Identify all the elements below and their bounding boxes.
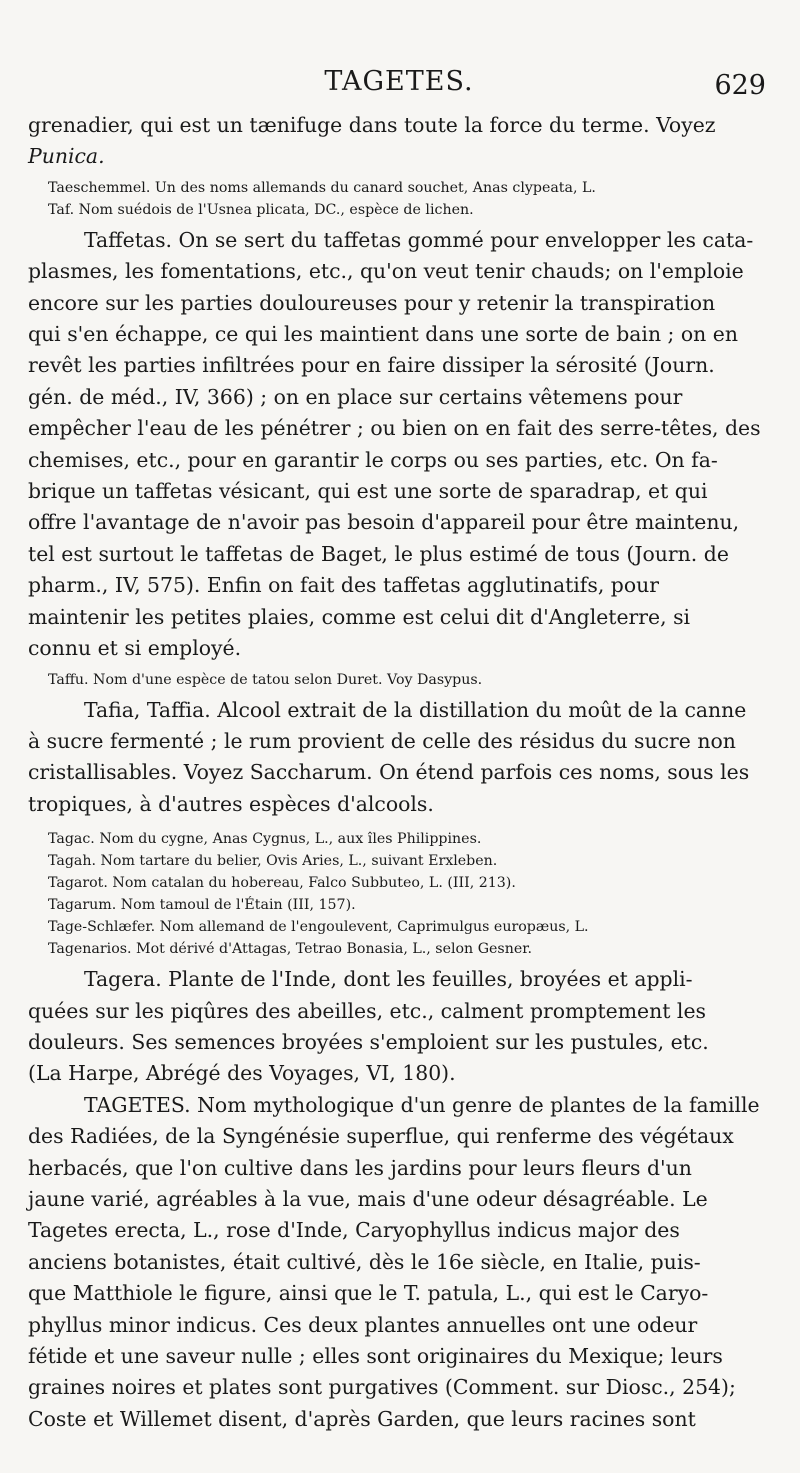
- entries-small-taeschemmel-taf: [28, 177, 770, 221]
- text-line: fétide et une saveur nulle ; elles sont originaires du Mexique; leurs: [28, 1344, 723, 1368]
- entries-small-tagac-tagenarios: [28, 828, 770, 960]
- running-head: [28, 66, 770, 110]
- text-line: grenadier, qui est un tænifuge dans toute la force du terme. Voyez: [28, 113, 716, 137]
- text-line: plasmes, les fomentations, etc., qu'on veut tenir chauds; on l'emploie: [28, 259, 744, 284]
- running-title: TAGETES.: [324, 66, 474, 97]
- text-line: jaune varié, agréables à la vue, mais d'une odeur désagréable. Le: [28, 1186, 708, 1211]
- text-line: offre l'avantage de n'avoir pas besoin d'appareil pour être maintenu,: [28, 510, 740, 535]
- text-line: que Matthiole le figure, ainsi que le T. patula, L., qui est le Caryo-: [28, 1281, 709, 1306]
- small-entry: Taffu. Nom d'une espèce de tatou selon Duret. Voy Dasypus.: [48, 671, 483, 688]
- text-line: gén. de méd., IV, 366) ; on en place sur certains vêtemens pour: [28, 384, 683, 409]
- text-line: à sucre fermenté ; le rum provient de celle des résidus du sucre non: [28, 728, 736, 753]
- text-line: brique un taffetas vésicant, qui est une sorte de sparadrap, et qui: [28, 479, 708, 504]
- small-entry: Tagac. Nom du cygne, Anas Cygnus, L., aux îles Philippines.: [48, 831, 482, 848]
- text-line: Tafia, Taffia. Alcool extrait de la distillation du moût de la canne: [84, 697, 747, 722]
- text-line: graines noires et plates sont purgatives (Comment. sur Diosc., 254);: [28, 1375, 736, 1400]
- text-line: Tagetes erecta, L., rose d'Inde, Caryophyllus indicus major des: [28, 1218, 680, 1243]
- text-line: chemises, etc., pour en garantir le corps ou ses parties, etc. On fa-: [28, 447, 718, 472]
- text-line: qui s'en échappe, ce qui les maintient dans une sorte de bain ; on en: [28, 322, 738, 347]
- text-line: Punica.: [28, 144, 105, 169]
- text-line: maintenir les petites plaies, comme est celui dit d'Angleterre, si: [28, 604, 691, 629]
- text-line: cristallisables. Voyez Saccharum. On étend parfois ces noms, sous les: [28, 760, 750, 785]
- entry-taffetas: [28, 225, 770, 665]
- text-line: empêcher l'eau de les pénétrer ; ou bien on en fait des serre-têtes, des: [28, 416, 761, 441]
- text-line: Tagera. Plante de l'Inde, dont les feuilles, broyées et appli-: [84, 967, 693, 992]
- text-line: anciens botanistes, était cultivé, dès le 16e siècle, en Italie, puis-: [28, 1249, 701, 1274]
- text-line: (La Harpe, Abrégé des Voyages, VI, 180).: [28, 1061, 456, 1086]
- small-entry: Taf. Nom suédois de l'Usnea plicata, DC., espèce de lichen.: [48, 201, 474, 218]
- text-line: des Radiées, de la Syngénésie superflue, qui renferme des végétaux: [28, 1124, 734, 1149]
- text-line: tropiques, à d'autres espèces d'alcools.: [28, 791, 434, 816]
- small-entry: Tagarot. Nom catalan du hobereau, Falco Subbuteo, L. (III, 213).: [48, 875, 516, 892]
- entry-tafia: [28, 695, 770, 821]
- text-line: pharm., IV, 575). Enfin on fait des taffetas agglutinatifs, pour: [28, 573, 659, 598]
- entry-tagera: [28, 964, 770, 1090]
- small-entry: Taeschemmel. Un des noms allemands du canard souchet, Anas clypeata, L.: [48, 179, 596, 196]
- text-line: douleurs. Ses semences broyées s'emploient sur les pustules, etc.: [28, 1029, 709, 1054]
- entry-punica-continuation: [28, 110, 770, 173]
- text-line: TAGETES. Nom mythologique d'un genre de plantes de la famille: [84, 1092, 760, 1117]
- text-line: quées sur les piqûres des abeilles, etc., calment promptement les: [28, 998, 706, 1023]
- small-entry: Tagarum. Nom tamoul de l'Étain (III, 157).: [48, 897, 356, 914]
- text-line: Taffetas. On se sert du taffetas gommé pour envelopper les cata-: [84, 227, 754, 252]
- text-line: Coste et Willemet disent, d'après Garden, que leurs racines sont: [28, 1406, 696, 1431]
- text-line: connu et si employé.: [28, 636, 242, 661]
- entry-tagetes: [28, 1090, 770, 1435]
- small-entry: Tagah. Nom tartare du belier, Ovis Aries, L., suivant Erxleben.: [48, 853, 498, 870]
- text-line: herbacés, que l'on cultive dans les jardins pour leurs fleurs d'un: [28, 1155, 692, 1180]
- small-entry: Tage-Schlæfer. Nom allemand de l'engoulevent, Caprimulgus europæus, L.: [48, 919, 589, 936]
- text-line: phyllus minor indicus. Ces deux plantes annuelles ont une odeur: [28, 1312, 698, 1337]
- text-line: tel est surtout le taffetas de Baget, le plus estimé de tous (Journ. de: [28, 541, 729, 566]
- text-line: encore sur les parties douloureuses pour y retenir la transpiration: [28, 290, 716, 315]
- entry-small-taffu: [28, 669, 770, 691]
- page-number: 629: [714, 70, 766, 101]
- small-entry: Tagenarios. Mot dérivé d'Attagas, Tetrao Bonasia, L., selon Gesner.: [48, 941, 532, 958]
- text-line: revêt les parties infiltrées pour en faire dissiper la sérosité (Journ.: [28, 353, 715, 378]
